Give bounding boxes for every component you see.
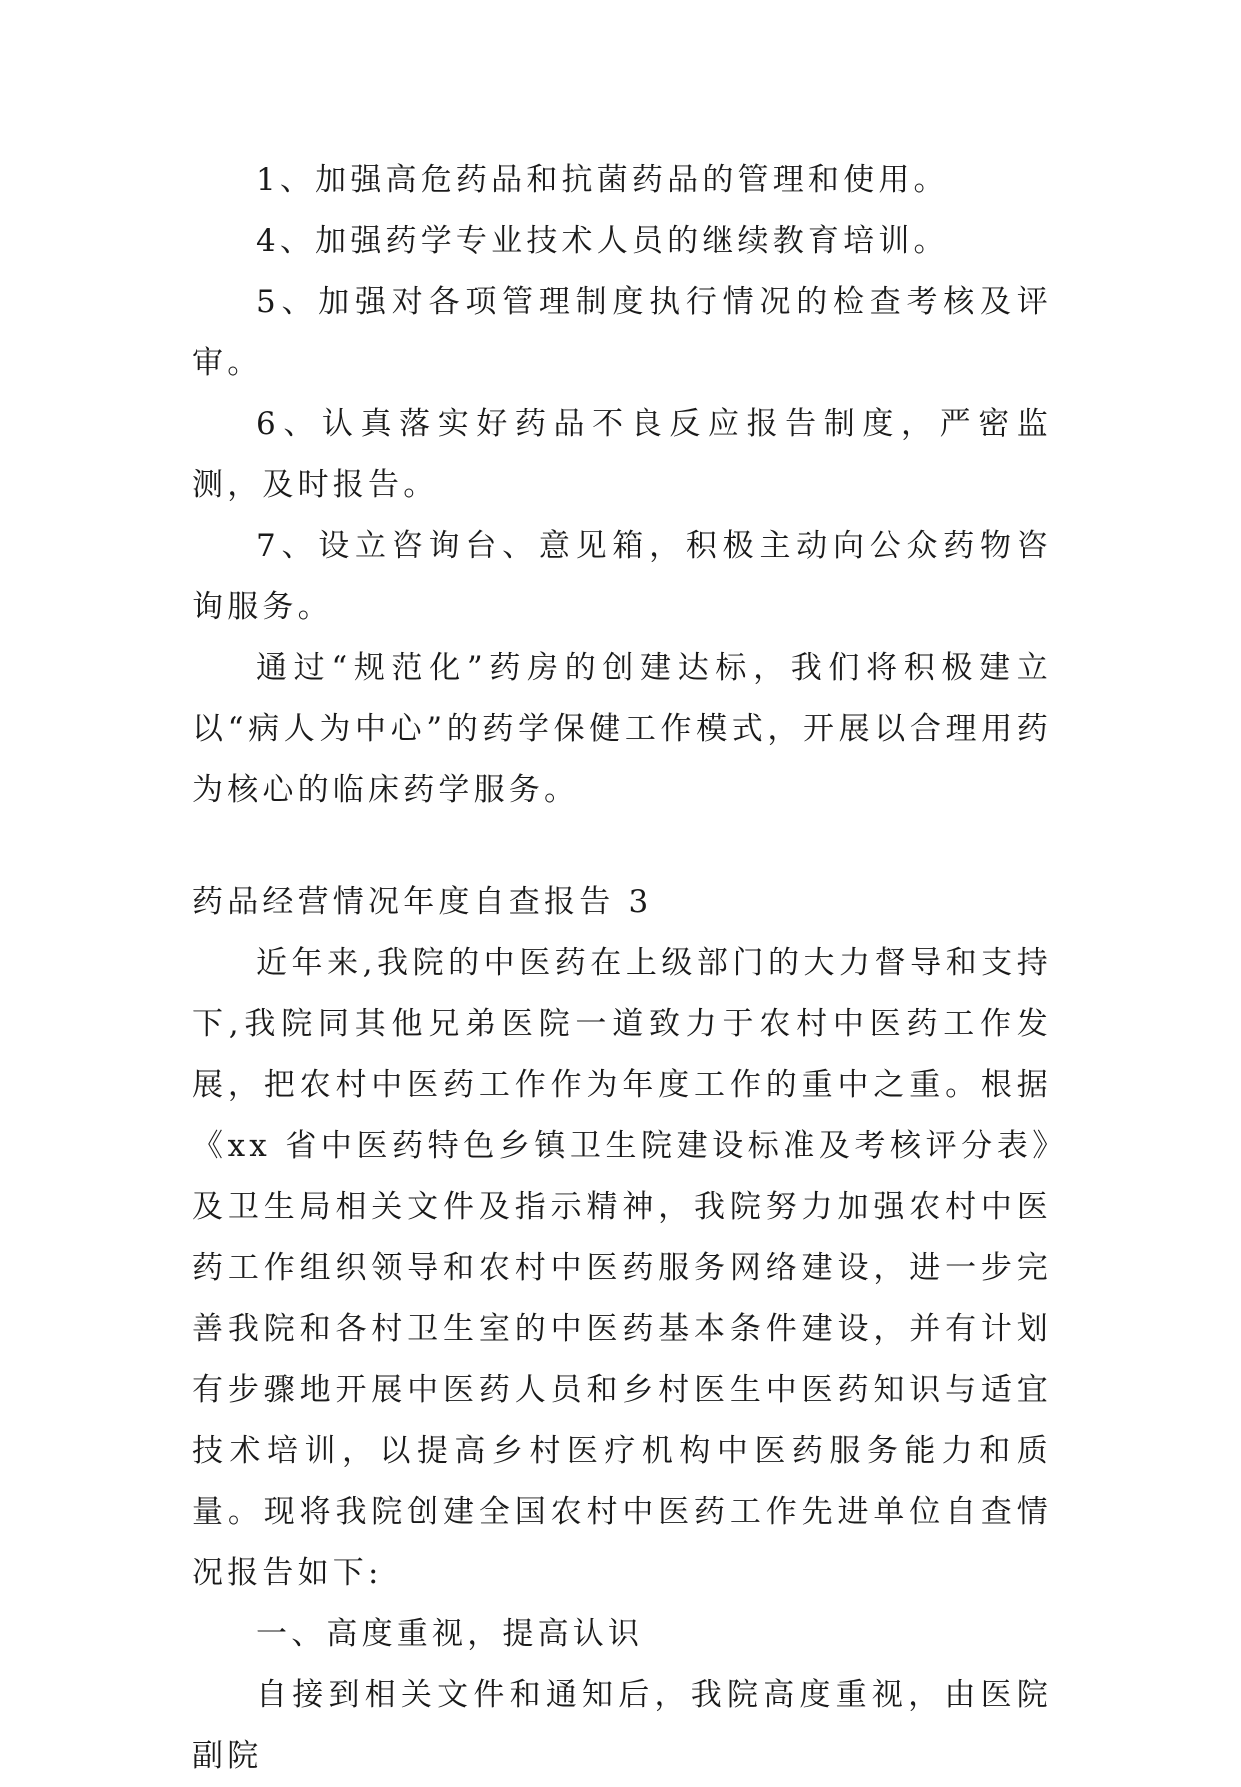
list-item-4: 4、加强药学专业技术人员的继续教育培训。 [256,223,949,259]
list-item-7: 7、设立咨询台、意见箱，积极主动向公众药物咨询服务。 [192,528,1052,625]
list-item-6: 6、认真落实好药品不良反应报告制度，严密监测，及时报告。 [192,406,1052,503]
section-heading-1: 一、高度重视，提高认识 [256,1616,644,1652]
document-page [192,150,1052,1787]
section-title: 药品经营情况年度自查报告 3 [192,884,653,920]
list-item-1: 1、加强高危药品和抗菌药品的管理和使用。 [256,162,949,198]
intro-paragraph: 近年来,我院的中医药在上级部门的大力督导和支持下,我院同其他兄弟医院一道致力于农村中医药工作发展，把农村中医药工作作为年度工作的重中之重。根据《xx 省中医药特色乡镇卫生院建设标准及考核评分表》及卫生局相关文件及指示精神，我院努力加强农村中医药工作组织领导和农村中医药服务网络建设，进一步完善我院和各村卫生室的中医药基本条件建设，并有计划有步骤地开展中医药人员和乡村医生中医药知识与适宜技术培训，以提高乡村医疗机构中医药服务能力和质量。现将我院创建全国农村中医药工作先进单位自查情况报告如下: [192,945,1052,1591]
list-item-5: 5、加强对各项管理制度执行情况的检查考核及评审。 [192,284,1052,381]
summary-paragraph: 通过“规范化”药房的创建达标，我们将积极建立以“病人为中心”的药学保健工作模式，开展以合理用药为核心的临床药学服务。 [192,650,1052,808]
body-paragraph: 自接到相关文件和通知后，我院高度重视，由医院副院 [192,1677,1052,1774]
